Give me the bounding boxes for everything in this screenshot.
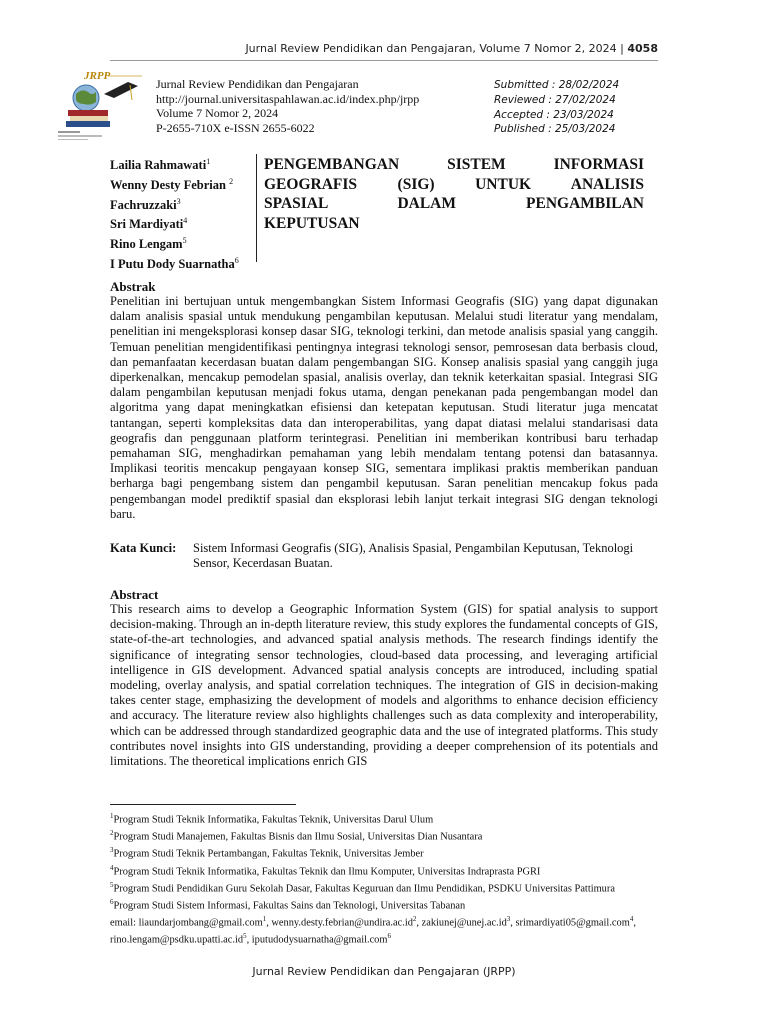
abstract-heading: Abstract [110,587,159,602]
running-head [110,42,658,55]
abstrak-heading: Abstrak [110,279,156,294]
email-link[interactable]: rino.lengam@psdku.upatti.ac.id [110,934,244,946]
email-link[interactable]: wenny.desty.febrian@undira.ac.id [271,917,413,929]
email-link[interactable]: iputudodysuarnatha@gmail.com [251,934,388,946]
keywords-text: Sistem Informasi Geografis (SIG), Analisis Spasial, Pengambilan Keputusan, Teknologi Sensor, Kecerdasan Buatan. [193,541,634,571]
date-submitted: Submitted : 28/02/2024 [494,79,620,91]
title-divider [256,154,257,262]
author: Lailia Rahmawati$^1$ [110,157,211,173]
title-line: SPASIAL DALAM PENGAMBILAN [264,195,644,213]
affiliation-footnote: $^6$Program Studi Sistem Informasi, Fakultas Sains dan Teknologi, Universitas Tabanan [110,897,466,912]
author: Rino Lengam$^5$ [110,236,187,252]
author: Fachruzzaki$^3$ [110,196,181,212]
article-dates [494,78,619,137]
title-line: PENGEMBANGAN SISTEM INFORMASI [264,156,644,173]
title-line: GEOGRAFIS (SIG) UNTUK ANALISIS [264,175,644,193]
date-published: Published : 25/03/2024 [494,123,616,136]
keywords-label: Kata Kunci: [110,541,177,555]
title-line: KEPUTUSAN [264,214,360,232]
footnotes [110,810,658,947]
abstrak-text: Penelitian ini bertujuan untuk mengembangkan Sistem Informasi Geografis (SIG) yang dapat digunakan dalam analisis spasial untuk mendukung pengambilan keputusan. Melalui studi literatur yang mendalam, penelitian ini mengeksplorasi konsep dasar SIG, teknologi terkini, dan metode analisis spasial yang canggih. Temuan penelitian mengidentifikasi pentingnya integrasi teknologi sensor, pemrosesan data berbasis cloud, dan pemanfaatan kecerdasan buatan dalam pengembangan SIG. Konsep analisis spasial yang canggih juga diperkenalkan, mencakup pemodelan spasial, analisis overlay, dan teknik keterkaitan spasial. Integrasi SIG dalam pengambilan keputusan menjadi fokus utama, dengan penekanan pada pengembangan model dan algoritma yang dapat meningkatkan efisiensi dan ketepatan keputusan. Studi literatur juga mencatat tantangan, seperti kompleksitas data dan interoperabilitas, yang dapat diatasi melalui standarisasi data geografis dan penggunaan platform terintegrasi. Penelitian ini memberikan kontribusi baru terhadap pemahaman SIG, menghadirkan pemahaman yang lebih mendalam tentang potensi dan batasannya. Implikasi teoritis mencakup pengayaan konsep SIG, sementara implikasi praktis memberikan panduan berharga bagi pengembang sistem dan pengambil keputusan. Saran penelitian mencakup fokus pada pengembangan model prediktif spasial dan eksplorasi lebih lanjut terkait integrasi SIG dengan teknologi baru. [110,294,658,521]
journal-issn: P-2655-710X e-ISSN 2655-6022 [156,120,315,135]
author: I Putu Dody Suarnatha$^6$ [110,255,239,271]
journal-logo [58,68,144,140]
email-link[interactable]: liaundarjombang@gmail.com [138,917,263,929]
journal-url[interactable]: http://journal.universitaspahlawan.ac.id/index.php/jrpp [156,91,420,106]
abstract-text: This research aims to develop a Geographic Information System (GIS) for spatial analysis to support decision-making. Through an in-depth literature review, this study explores the fundamental concepts of GIS, state-of-the-art technologies, and advanced spatial analysis methods. The research findings identify the significance of integrating sensor technologies, cloud-based data processing, and leveraging artificial intelligence in GIS development. Advanced spatial analysis concepts are introduced, including spatial modeling, overlay analysis, and spatial correlation techniques. The integration of GIS in decision-making takes center stage, emphasizing the development of models and algorithms to enhance decision efficiency and accuracy. The literature review also highlights challenges such as data complexity and interoperability, which can be addressed through standardized geographic data and the use of integrated platforms. This study contributes novel insights into GIS understanding, providing a deeper comprehension of its potentials and limitations. The theoretical implications enrich GIS [110,602,658,769]
affiliation-footnote: $^2$Program Studi Manajemen, Fakultas Bisnis dan Ilmu Sosial, Universitas Dian Nusantara [110,829,483,843]
journal-volume: Volume 7 Nomor 2, 2024 [156,106,279,121]
jrpp-logo-icon [58,68,144,140]
date-accepted: Accepted : 23/03/2024 [494,108,614,121]
author-list [110,154,260,273]
affiliation-footnote: $^4$Program Studi Teknik Informatika, Fakultas Teknik dan Ilmu Komputer, Universitas Indraprasta PGRI [110,863,541,877]
affiliation-footnote: $^5$Program Studi Pendidikan Guru Sekolah Dasar, Fakultas Keguruan dan Ilmu Pendidikan, PSDKU Universitas Pattimura [110,880,615,895]
keywords [110,541,658,571]
page-footer: Jurnal Review Pendidikan dan Pengajaran (JRPP) [252,965,516,978]
author: Sri Mardiyati$^4$ [110,216,188,232]
affiliation-footnote: $^1$Program Studi Teknik Informatika, Fakultas Teknik, Universitas Darul Ulum [110,812,434,826]
page-number: 4058 [627,42,658,55]
article-title [264,155,644,233]
email-list: email: liaundarjombang@gmail.com$^1$, $wenny.desty.febrian@undira.ac.id^2$, $zakiunej@unej.ac.id^3$, srimardiyati05@gmail.com$^4$, $rino.lengam@psdku.upatti.ac.id^5$, iputudodysuarnatha@gmail.com$^6$ [110,915,636,946]
email-link[interactable]: srimardiyati05@gmail.com [515,917,630,929]
author: Wenny Desty Febrian $^2$ [110,176,234,192]
running-head-text: Jurnal Review Pendidikan dan Pengajaran, Volume 7 Nomor 2, 2024 | [245,42,628,55]
email-link[interactable]: zakiunej@unej.ac.id [421,917,507,929]
journal-info [156,77,419,135]
header-divider [110,60,658,61]
affiliation-footnote: $^3$Program Studi Teknik Pertambangan, Fakultas Teknik, Universitas Jember [110,846,424,860]
date-reviewed: Reviewed : 27/02/2024 [494,93,616,106]
footnote-divider [110,804,296,805]
svg-text:JRPP: JRPP [84,70,111,82]
journal-name: Jurnal Review Pendidikan dan Pengajaran [156,77,359,91]
